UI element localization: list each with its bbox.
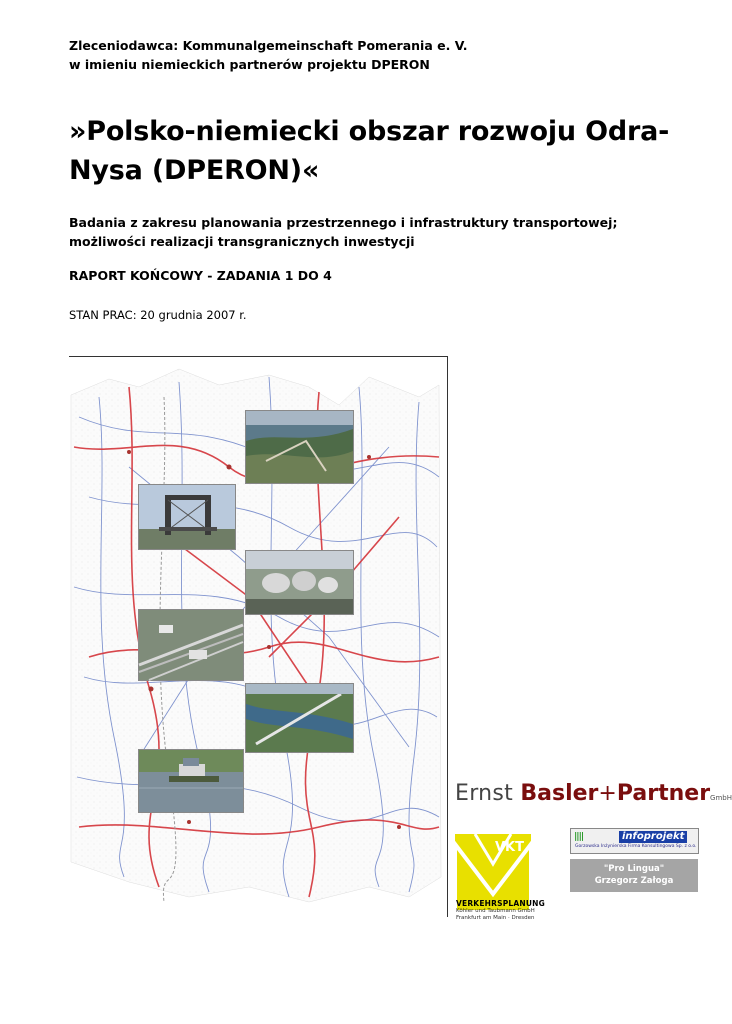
photo-coast-aerial [245, 410, 354, 484]
ebp-gmbh-text: GmbH [710, 794, 732, 802]
title-line-1: »Polsko-niemiecki obszar rozwoju Odra- [69, 116, 670, 147]
title-line-2: Nysa (DPERON)« [69, 155, 320, 186]
subtitle-line-1: Badania z zakresu planowania przestrzennego i infrastruktury transportowej; [69, 215, 618, 230]
infoprojekt-bars-icon: |||| [574, 832, 584, 842]
status-line: STAN PRAC: 20 grudnia 2007 r. [69, 308, 247, 322]
infoprojekt-logo [570, 828, 699, 854]
ebp-plus-text: + [598, 781, 617, 806]
map-illustration [69, 356, 448, 917]
vkt-line-3: Frankfurt am Main · Dresden [456, 915, 535, 921]
ebp-basler-text: Basler [520, 781, 599, 806]
prolingua-line-2: Grzegorz Załoga [594, 876, 674, 886]
prolingua-logo [570, 859, 698, 892]
ebp-partner-text: Partner [616, 781, 711, 806]
ebp-ernst-text: Ernst [455, 781, 521, 806]
infoprojekt-sub: Gorzowska Inżynierska Firma Konsultingowa Sp. z o.o. [575, 844, 697, 849]
client-line-2: w imieniu niemieckich partnerów projektu DPERON [69, 57, 430, 72]
infoprojekt-name: infoprojekt [619, 831, 687, 843]
photo-lift-bridge [138, 484, 236, 550]
photo-rail-yard [138, 609, 244, 681]
photo-ferry [138, 749, 244, 813]
document-title [69, 112, 689, 190]
prolingua-line-1: "Pro Lingua" [603, 864, 665, 874]
ebp-logo [455, 781, 732, 811]
photo-river-bridge [245, 683, 354, 753]
document-subtitle [69, 213, 689, 251]
vkt-line-1: VERKEHRSPLANUNG [456, 899, 545, 908]
vkt-line-2: Köhler und Taubmann GmbH [456, 908, 535, 914]
subtitle-line-2: możliwości realizacji transgranicznych inwestycji [69, 234, 415, 249]
report-label: RAPORT KOŃCOWY - ZADANIA 1 DO 4 [69, 268, 332, 283]
client-line-1: Zleceniodawca: Kommunalgemeinschaft Pomerania e. V. [69, 38, 468, 53]
vkt-mark-text: VKT [495, 840, 525, 855]
photo-industrial-plant [245, 550, 354, 615]
client-block [69, 36, 468, 74]
